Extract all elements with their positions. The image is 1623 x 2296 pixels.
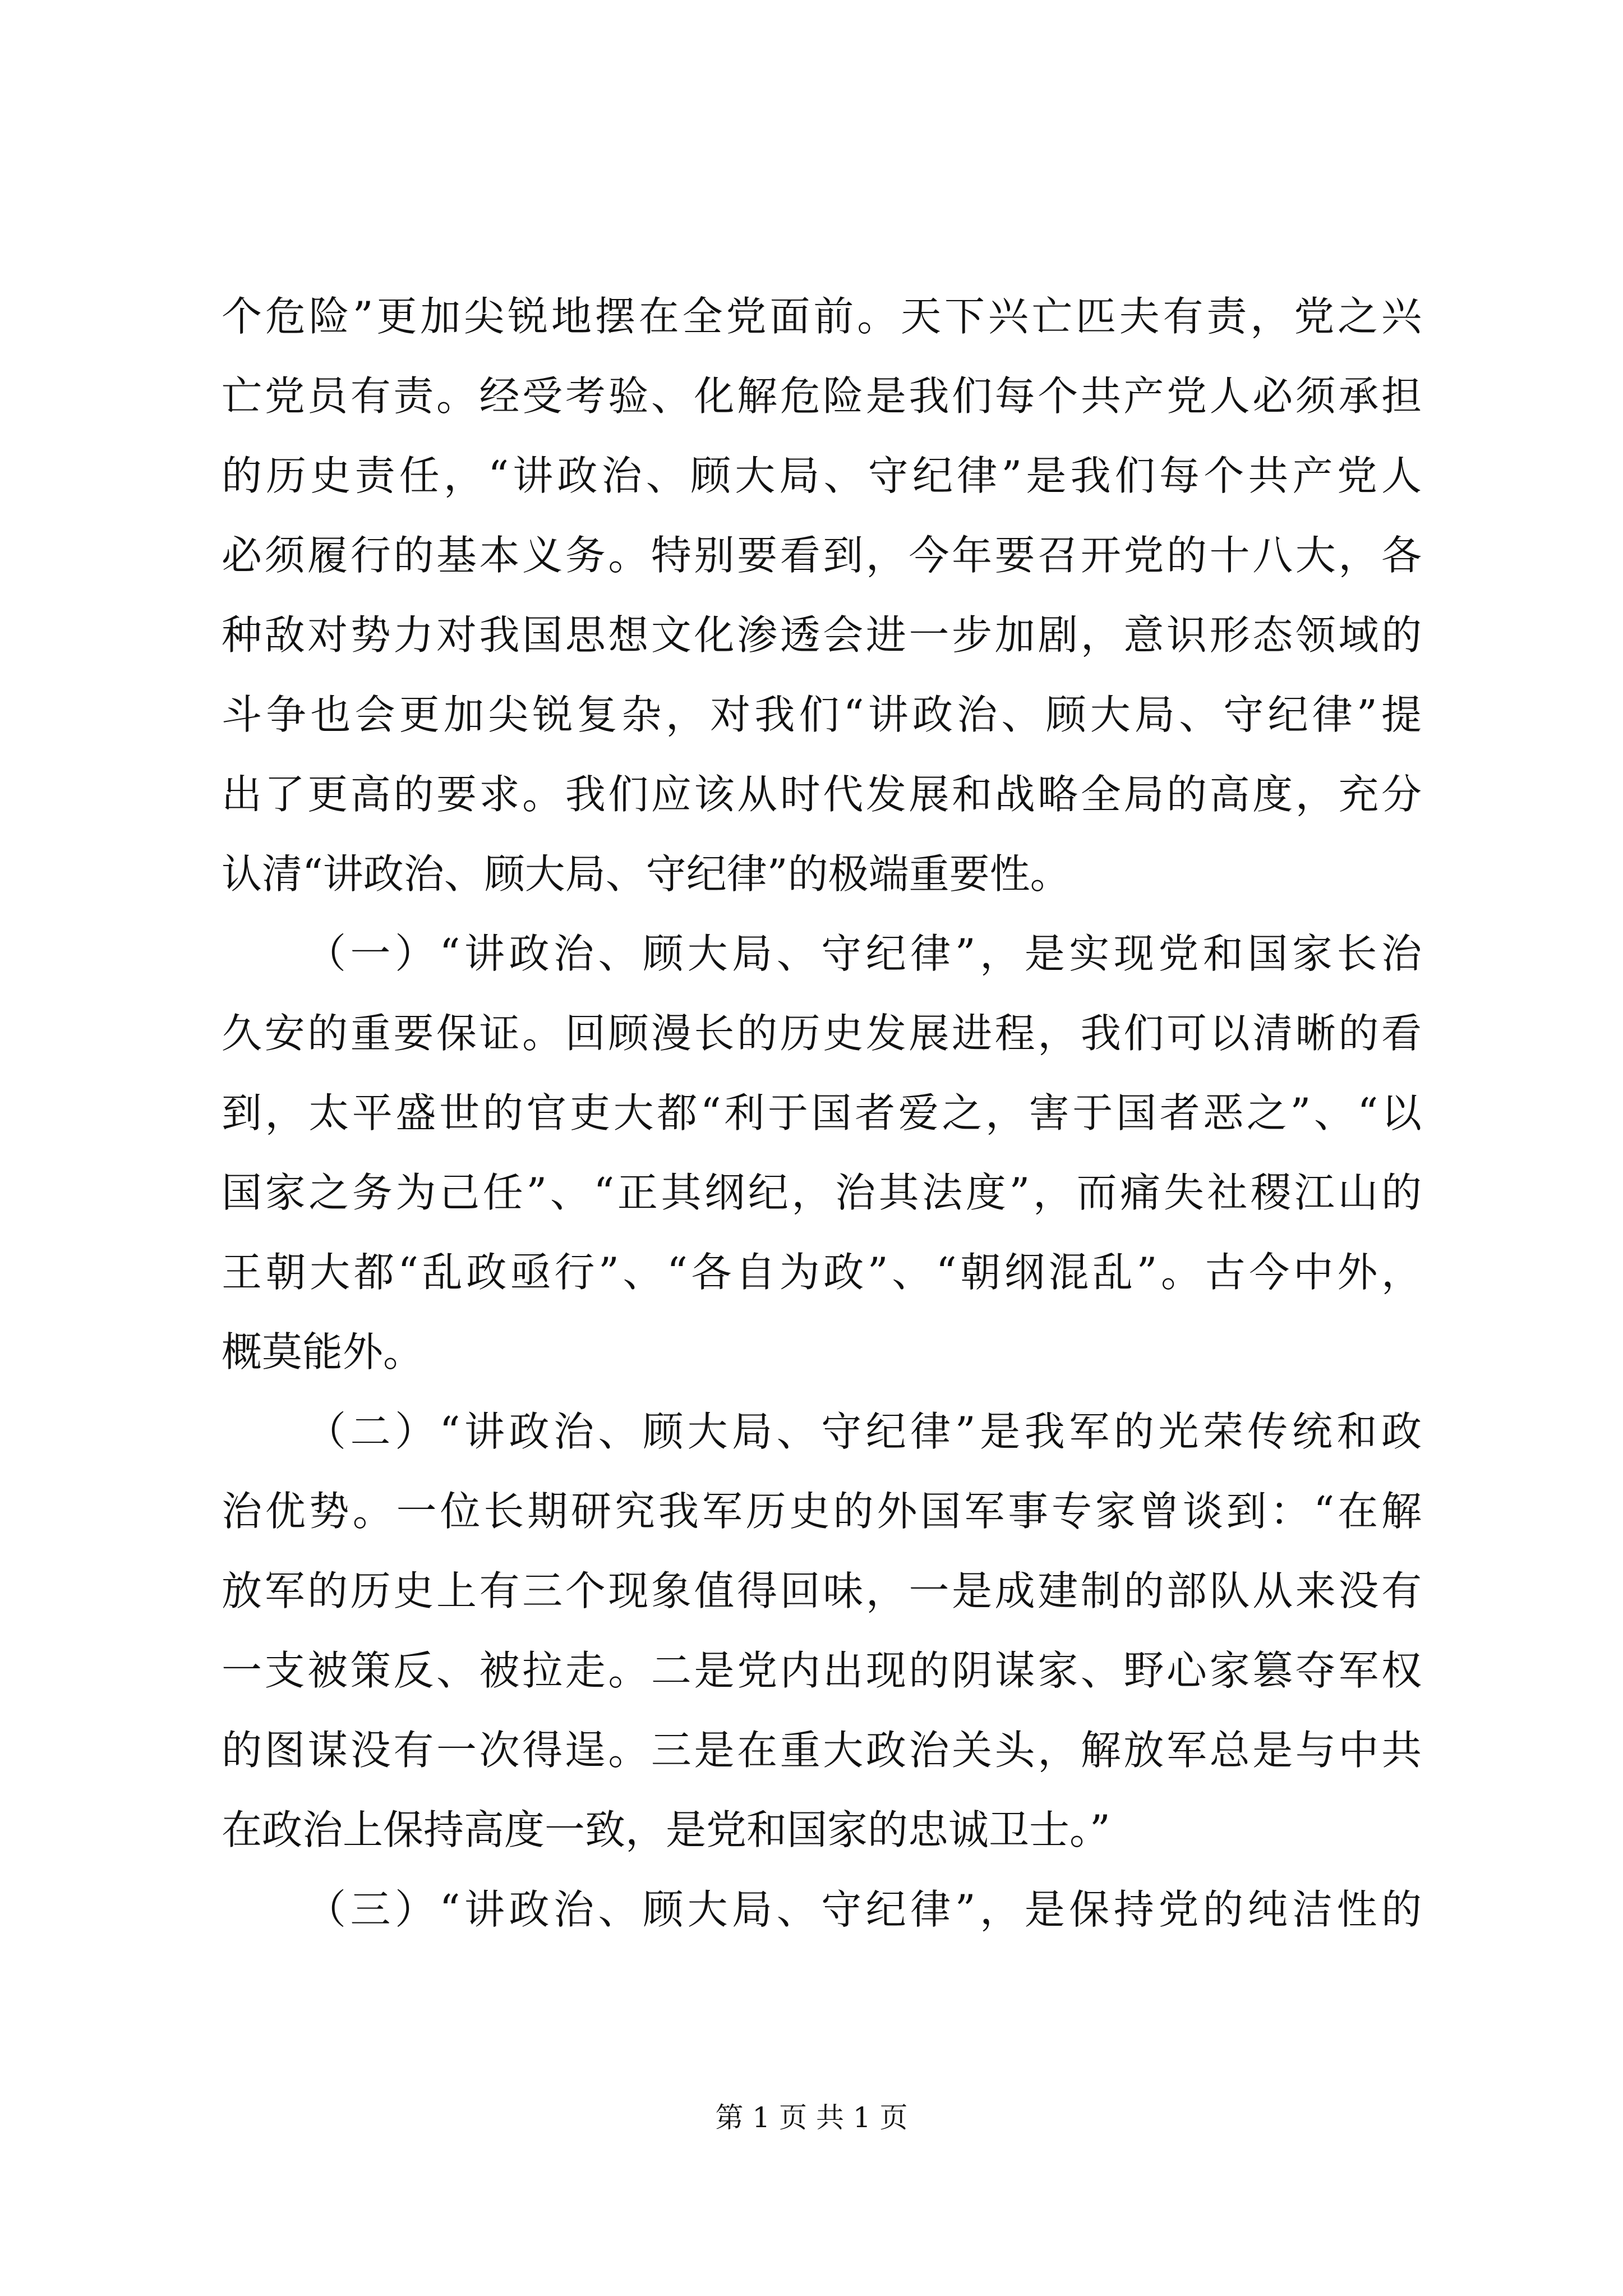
text-line: 概莫能外。 bbox=[222, 1328, 424, 1375]
text-line: 必须履行的基本义务。特别要看到，今年要召开党的十八大，各 bbox=[222, 532, 1422, 579]
text-line: 的图谋没有一次得逞。三是在重大政治关头，解放军总是与中共 bbox=[222, 1727, 1422, 1774]
page-number-label: 第 1 页 共 1 页 bbox=[715, 2101, 908, 2134]
text-line: 亡党员有责。经受考验、化解危险是我们每个共产党人必须承担 bbox=[222, 372, 1422, 420]
section-heading-line: （二）“讲政治、顾大局、守纪律”是我军的光荣传统和政 bbox=[306, 1408, 1422, 1455]
text-line: 久安的重要保证。回顾漫长的历史发展进程，我们可以清晰的看 bbox=[222, 1010, 1422, 1057]
text-line: 斗争也会更加尖锐复杂，对我们“讲政治、顾大局、守纪律”提 bbox=[222, 691, 1422, 738]
text-line: 个危险”更加尖锐地摆在全党面前。天下兴亡匹夫有责，党之兴 bbox=[222, 293, 1422, 340]
text-line: 国家之务为己任”、“正其纲纪，治其法度”，而痛失社稷江山的 bbox=[222, 1169, 1422, 1216]
text-line: 治优势。一位长期研究我军历史的外国军事专家曾谈到：“在解 bbox=[222, 1488, 1422, 1535]
text-line: 一支被策反、被拉走。二是党内出现的阴谋家、野心家篡夺军权 bbox=[222, 1647, 1422, 1694]
text-line: 在政治上保持高度一致，是党和国家的忠诚卫士。” bbox=[222, 1806, 1110, 1853]
document-body bbox=[222, 277, 1422, 1949]
section-heading-line: （一）“讲政治、顾大局、守纪律”，是实现党和国家长治 bbox=[306, 930, 1422, 977]
text-line: 种敌对势力对我国思想文化渗透会进一步加剧，意识形态领域的 bbox=[222, 611, 1422, 659]
text-line: 到，太平盛世的官吏大都“利于国者爱之，害于国者恶之”、“以 bbox=[222, 1089, 1422, 1137]
text-line: 王朝大都“乱政亟行”、“各自为政”、“朝纲混乱”。古今中外， bbox=[222, 1249, 1422, 1296]
page-footer bbox=[0, 2101, 1623, 2134]
text-line: 的历史责任，“讲政治、顾大局、守纪律”是我们每个共产党人 bbox=[222, 452, 1422, 499]
text-line: 出了更高的要求。我们应该从时代发展和战略全局的高度，充分 bbox=[222, 771, 1422, 818]
section-heading-line: （三）“讲政治、顾大局、守纪律”，是保持党的纯洁性的 bbox=[306, 1886, 1422, 1933]
text-line: 认清“讲政治、顾大局、守纪律”的极端重要性。 bbox=[222, 850, 1071, 898]
text-line: 放军的历史上有三个现象值得回味，一是成建制的部队从来没有 bbox=[222, 1567, 1422, 1614]
